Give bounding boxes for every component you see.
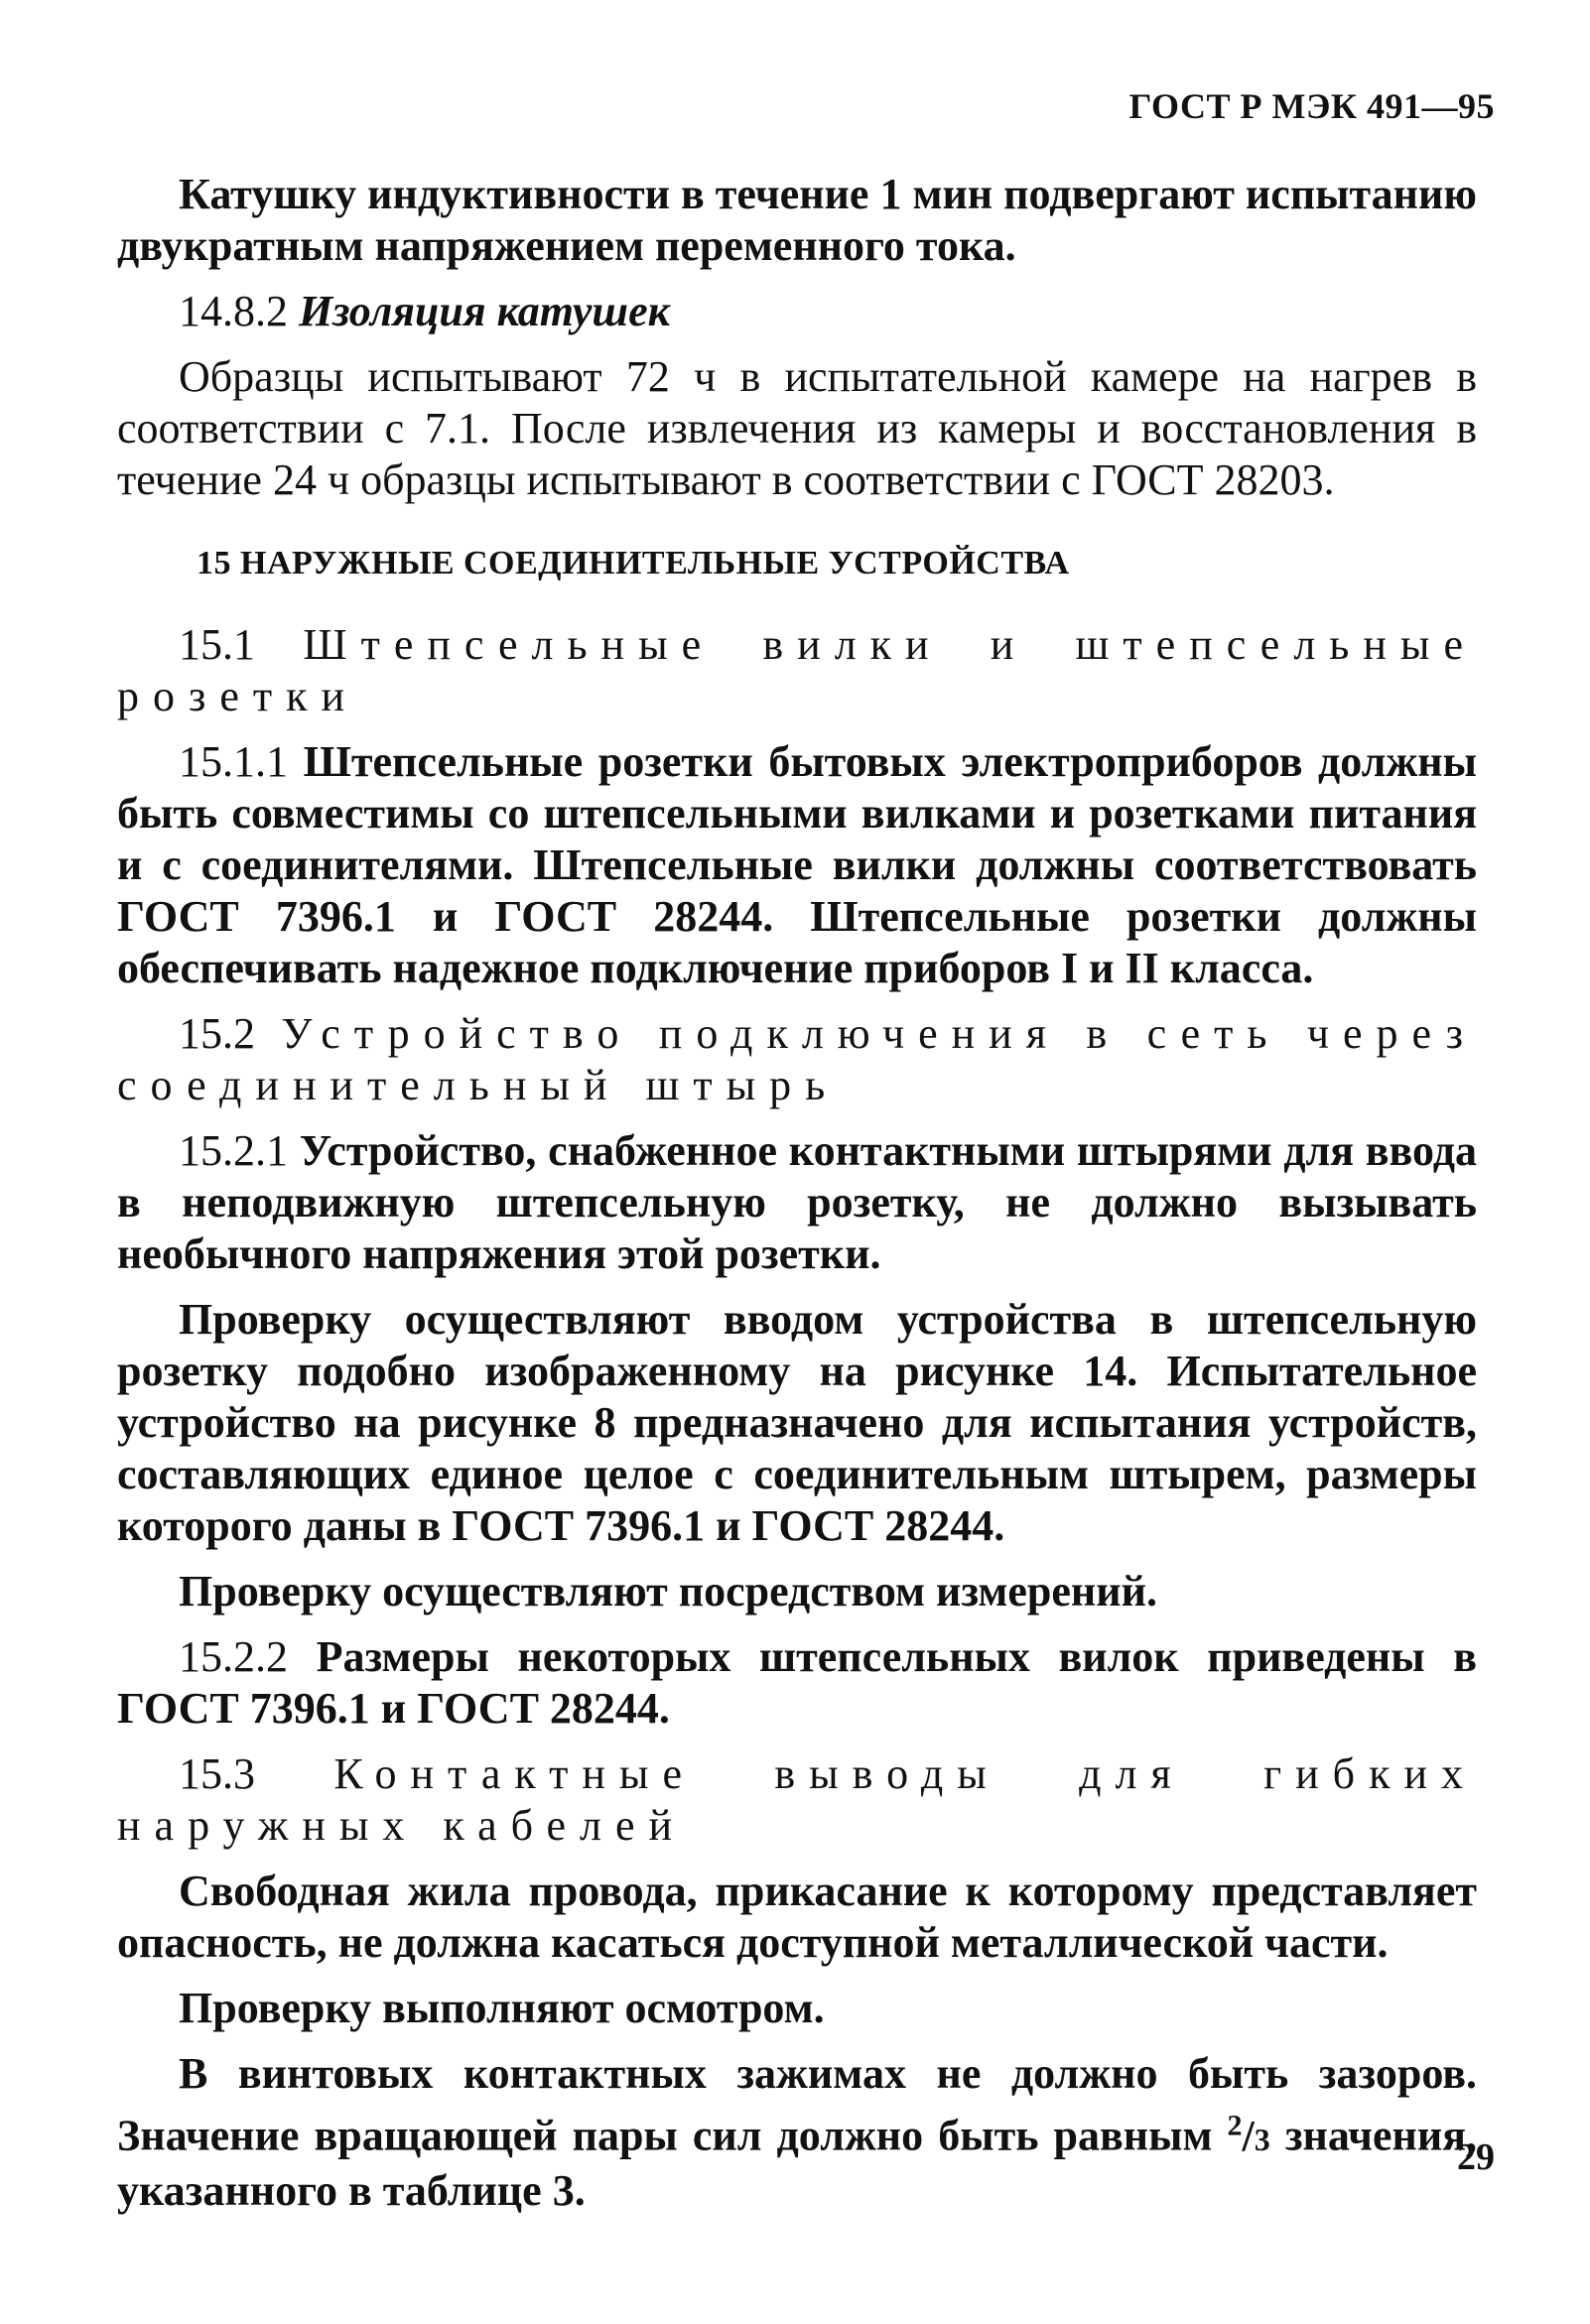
document-body xyxy=(117,169,1477,2231)
clause-title: Контактные выводы для гибких наружных кабелей xyxy=(117,1749,1477,1850)
clause-number: 15.3 xyxy=(179,1749,255,1798)
paragraph-coil-test: Катушку индуктивности в течение 1 мин подвергают испытанию двукратным напряжением переменного тока. xyxy=(117,170,1477,270)
fraction-two-thirds: $^2$/3 xyxy=(1227,2109,1270,2160)
paragraph-coil-insulation: Образцы испытывают 72 ч в испытательной камере на нагрев в соответствии с 7.1. После извлечения из камеры и восстановления в течение 24 ч образцы испытывают в соответствии с ГОСТ 28203. xyxy=(117,352,1477,504)
screw-text-end: значения, указанного в таблице 3. xyxy=(117,2111,1477,2215)
clause-15-2-2 xyxy=(117,1631,1477,1735)
paragraph-check-measurement: Проверку осуществляют посредством измерений. xyxy=(179,1567,1157,1615)
clause-14-8-2 xyxy=(117,286,1477,337)
paragraph-check-insertion: Проверку осуществляют вводом устройства в штепсельную розетку подобно изображенному на рисунке 14. Испытательное устройство на рисунке 8 предназначено для испытания устройств, составляющих единое целое с соединительным штырем, размеры которого даны в ГОСТ 7396.1 и ГОСТ 28244. xyxy=(117,1295,1477,1550)
clause-text: Устройство, снабженное контактными штырями для ввода в неподвижную штепсельную розетку, не должно вызывать необычного напряжения этой розетки. xyxy=(117,1126,1477,1278)
clause-title: Штепсельные вилки и штепсельные розетки xyxy=(117,620,1477,720)
document-header: ГОСТ Р МЭК 491—95 xyxy=(1128,86,1495,126)
clause-number: 15.2 xyxy=(179,1009,255,1058)
section-heading-15: 15 НАРУЖНЫЕ СОЕДИНИТЕЛЬНЫЕ УСТРОЙСТВА xyxy=(197,545,1070,581)
clause-15-1-1 xyxy=(117,736,1477,994)
screw-text-start: В винтовых контактных зажимах не должно быть зазоров. Значение вращающей пары сил должно быть равным xyxy=(117,2049,1477,2160)
clause-15-2 xyxy=(117,1008,1477,1111)
fraction-numerator: 2 xyxy=(1227,2109,1243,2141)
clause-number: 15.1.1 xyxy=(179,737,288,786)
fraction-denominator: 3 xyxy=(1254,2121,1270,2157)
clause-number: 15.2.2 xyxy=(179,1632,288,1681)
paragraph-free-wire: Свободная жила провода, прикасание к которому представляет опасность, не должна касаться доступной металлической части. xyxy=(117,1867,1477,1967)
clause-15-2-1 xyxy=(117,1125,1477,1280)
clause-text: Штепсельные розетки бытовых электроприборов должны быть совместимы со штепсельными вилками и розетками питания и с соединителями. Штепсельные вилки должны соответствовать ГОСТ 7396.1 и ГОСТ 28244. Штепсельные розетки должны обеспечивать надежное подключение приборов I и II класса. xyxy=(117,737,1477,992)
paragraph-check-inspection: Проверку выполняют осмотром. xyxy=(179,1984,825,2032)
clause-15-3 xyxy=(117,1748,1477,1852)
clause-number: 15.1 xyxy=(179,620,255,669)
clause-number: 15.2.1 xyxy=(179,1126,288,1175)
clause-title: Изоляция катушек xyxy=(299,287,670,335)
clause-15-1 xyxy=(117,619,1477,722)
paragraph-screw-terminals xyxy=(117,2048,1477,2217)
clause-title: Устройство подключения в сеть через соединительный штырь xyxy=(117,1009,1477,1109)
clause-number: 14.8.2 xyxy=(179,287,288,335)
page-number: 29 xyxy=(1457,2136,1495,2178)
clause-text: Размеры некоторых штепсельных вилок приведены в ГОСТ 7396.1 и ГОСТ 28244. xyxy=(117,1632,1478,1733)
